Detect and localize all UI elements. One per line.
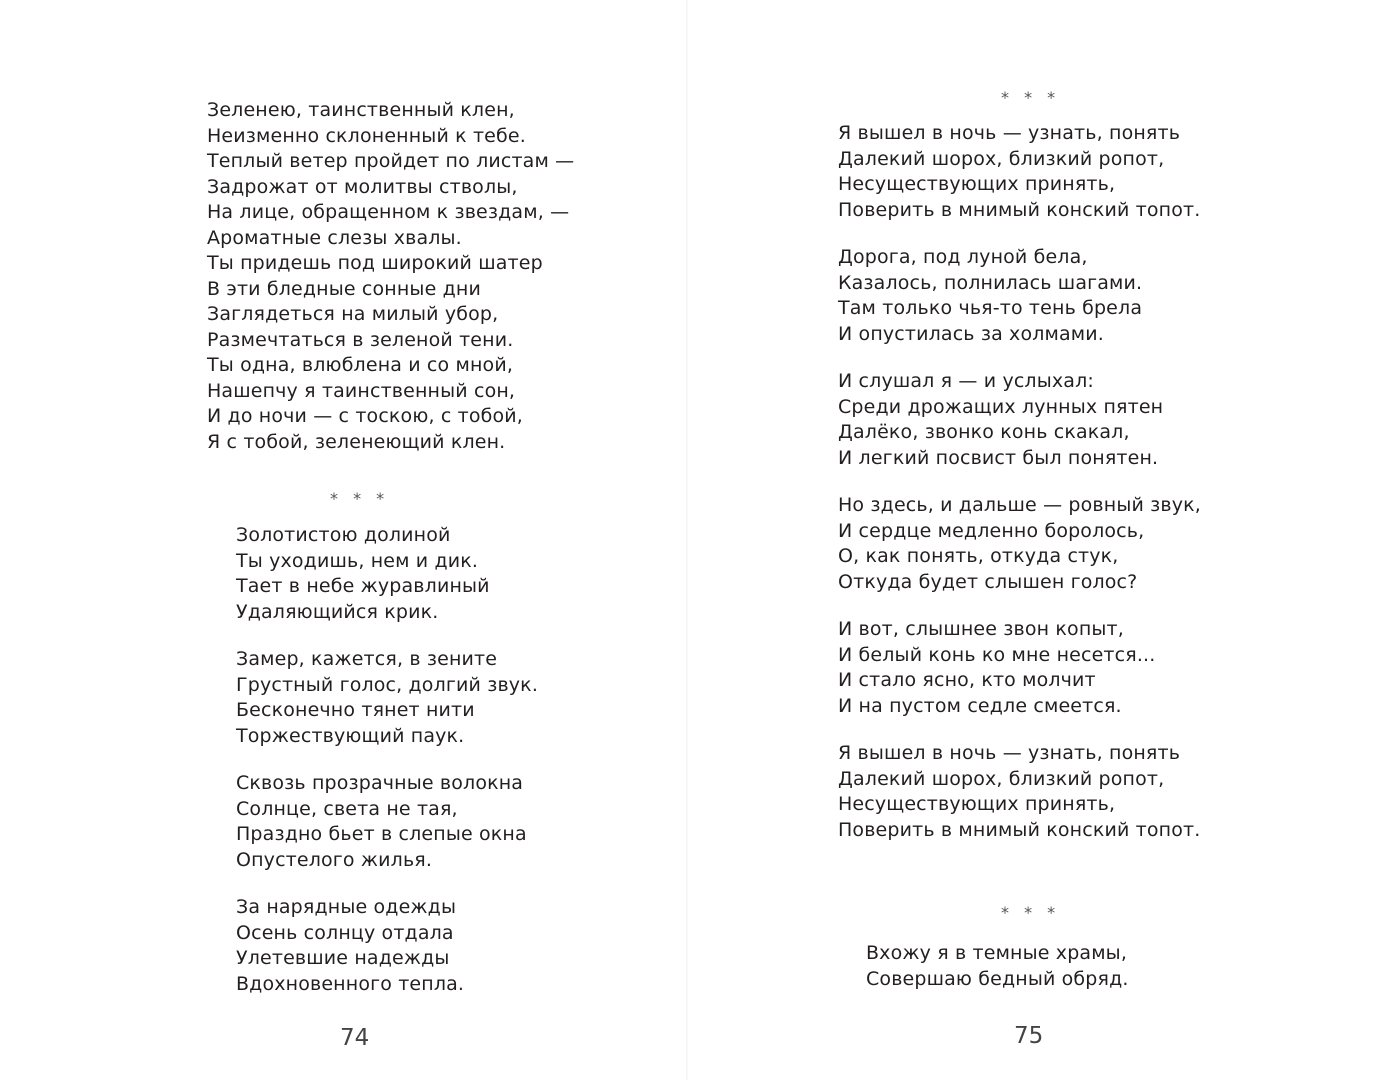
poem-line: Улетевшие надежды — [236, 947, 450, 969]
poem-line: Но здесь, и дальше — ровный звук, — [838, 494, 1201, 516]
poem-line: Там только чья-то тень брела — [838, 297, 1143, 319]
poem-line: Ты уходишь, нем и дик. — [236, 549, 479, 572]
poem-line: Среди дрожащих лунных пятен — [838, 395, 1164, 418]
poem-line: Откуда будет слышен голос? — [838, 570, 1138, 593]
stanza — [236, 895, 538, 997]
stanza — [838, 245, 1201, 347]
poem-line: Нашепчу я таинственный сон, — [207, 379, 516, 402]
poem-line: И слушал я — и услыхал: — [838, 370, 1094, 392]
poem-line: И на пустом седле смеется. — [838, 694, 1122, 717]
poem-line: Солнце, света не тая, — [236, 797, 458, 820]
poem-line: И до ночи — с тоскою, с тобой, — [207, 405, 523, 427]
page-number: 75 — [1014, 1023, 1044, 1049]
stanza — [236, 523, 538, 625]
poem-line: Поверить в мнимый конский топот. — [838, 198, 1201, 221]
poem-line: Дорога, под луной бела, — [838, 246, 1088, 268]
poem-line: Далекий шорох, близкий ропот, — [838, 767, 1165, 790]
poem-line: Вхожу я в темные храмы, — [866, 942, 1128, 964]
poem-line: Я с тобой, зеленеющий клен. — [207, 430, 506, 453]
stanza — [838, 493, 1201, 595]
poem-line: Теплый ветер пройдет по листам — — [207, 150, 575, 172]
poem-line: Зеленею, таинственный клен, — [207, 99, 515, 121]
poem-line: И сердце медленно боролось, — [838, 519, 1145, 542]
poem-line: Праздно бьет в слепые окна — [236, 823, 527, 845]
poem-line: И белый конь ко мне несется... — [838, 643, 1156, 666]
poem-line: За нарядные одежды — [236, 896, 457, 918]
stanza — [236, 647, 538, 749]
right-page — [687, 0, 1374, 1080]
poem-line: Далекий шорох, близкий ропот, — [838, 147, 1165, 170]
poem-line: Несуществующих принять, — [838, 173, 1116, 195]
poem-line: Опустелого жилья. — [236, 848, 433, 871]
poem-line: Ты придешь под широкий шатер — [207, 252, 543, 274]
poem-line: Казалось, полнилась шагами. — [838, 271, 1143, 294]
stanza — [838, 369, 1201, 471]
poem-line: Ты одна, влюблена и со мной, — [207, 354, 514, 376]
poem-line: Золотистою долиной — [236, 524, 451, 546]
poem-line: Бесконечно тянет нити — [236, 699, 475, 721]
poem-line: О, как понять, откуда стук, — [838, 545, 1119, 567]
poem-golden-valley — [236, 523, 538, 997]
poem-line: Несуществующих принять, — [838, 793, 1116, 815]
poem-line: Я вышел в ночь — узнать, понять — [838, 122, 1181, 144]
poem-line: Вдохновенного тепла. — [236, 972, 465, 995]
poem-line: Задрожат от молитвы стволы, — [207, 175, 518, 198]
section-separator: * * * — [330, 489, 390, 508]
poem-line: Размечтаться в зеленой тени. — [207, 328, 514, 351]
poem-line: И вот, слышнее звон копыт, — [838, 618, 1124, 640]
poem-line: Удаляющийся крик. — [236, 600, 439, 623]
poem-line: Поверить в мнимый конский топот. — [838, 818, 1201, 841]
poem-line: Сквозь прозрачные волокна — [236, 772, 524, 794]
poem-dark-temples — [866, 941, 1129, 992]
poem-line: Неизменно склоненный к тебе. — [207, 124, 526, 147]
section-separator: * * * — [1001, 903, 1061, 922]
poem-green-maple — [207, 98, 574, 455]
poem-line: Совершаю бедный обряд. — [866, 967, 1129, 990]
stanza — [236, 771, 538, 873]
section-separator: * * * — [1001, 88, 1061, 107]
poem-line: Грустный голос, долгий звук. — [236, 673, 539, 696]
poem-line: Я вышел в ночь — узнать, понять — [838, 742, 1181, 764]
stanza — [838, 617, 1201, 719]
poem-line: В эти бледные сонные дни — [207, 277, 481, 300]
poem-line: На лице, обращенном к звездам, — — [207, 201, 570, 223]
poem-night-horse — [838, 121, 1201, 843]
poem-line: И стало ясно, кто молчит — [838, 669, 1096, 691]
poem-line: Тает в небе журавлиный — [236, 575, 490, 597]
poem-line: Заглядеться на милый убор, — [207, 303, 499, 325]
stanza — [838, 121, 1201, 223]
stanza — [838, 741, 1201, 843]
poem-line: И опустилась за холмами. — [838, 322, 1104, 345]
poem-line: Ароматные слезы хвалы. — [207, 226, 462, 249]
page-number: 74 — [340, 1025, 370, 1051]
poem-line: И легкий посвист был понятен. — [838, 446, 1159, 469]
poem-line: Осень солнцу отдала — [236, 921, 454, 944]
poem-line: Далёко, звонко конь скакал, — [838, 421, 1130, 443]
poem-line: Замер, кажется, в зените — [236, 648, 498, 670]
poem-line: Торжествующий паук. — [236, 724, 465, 747]
